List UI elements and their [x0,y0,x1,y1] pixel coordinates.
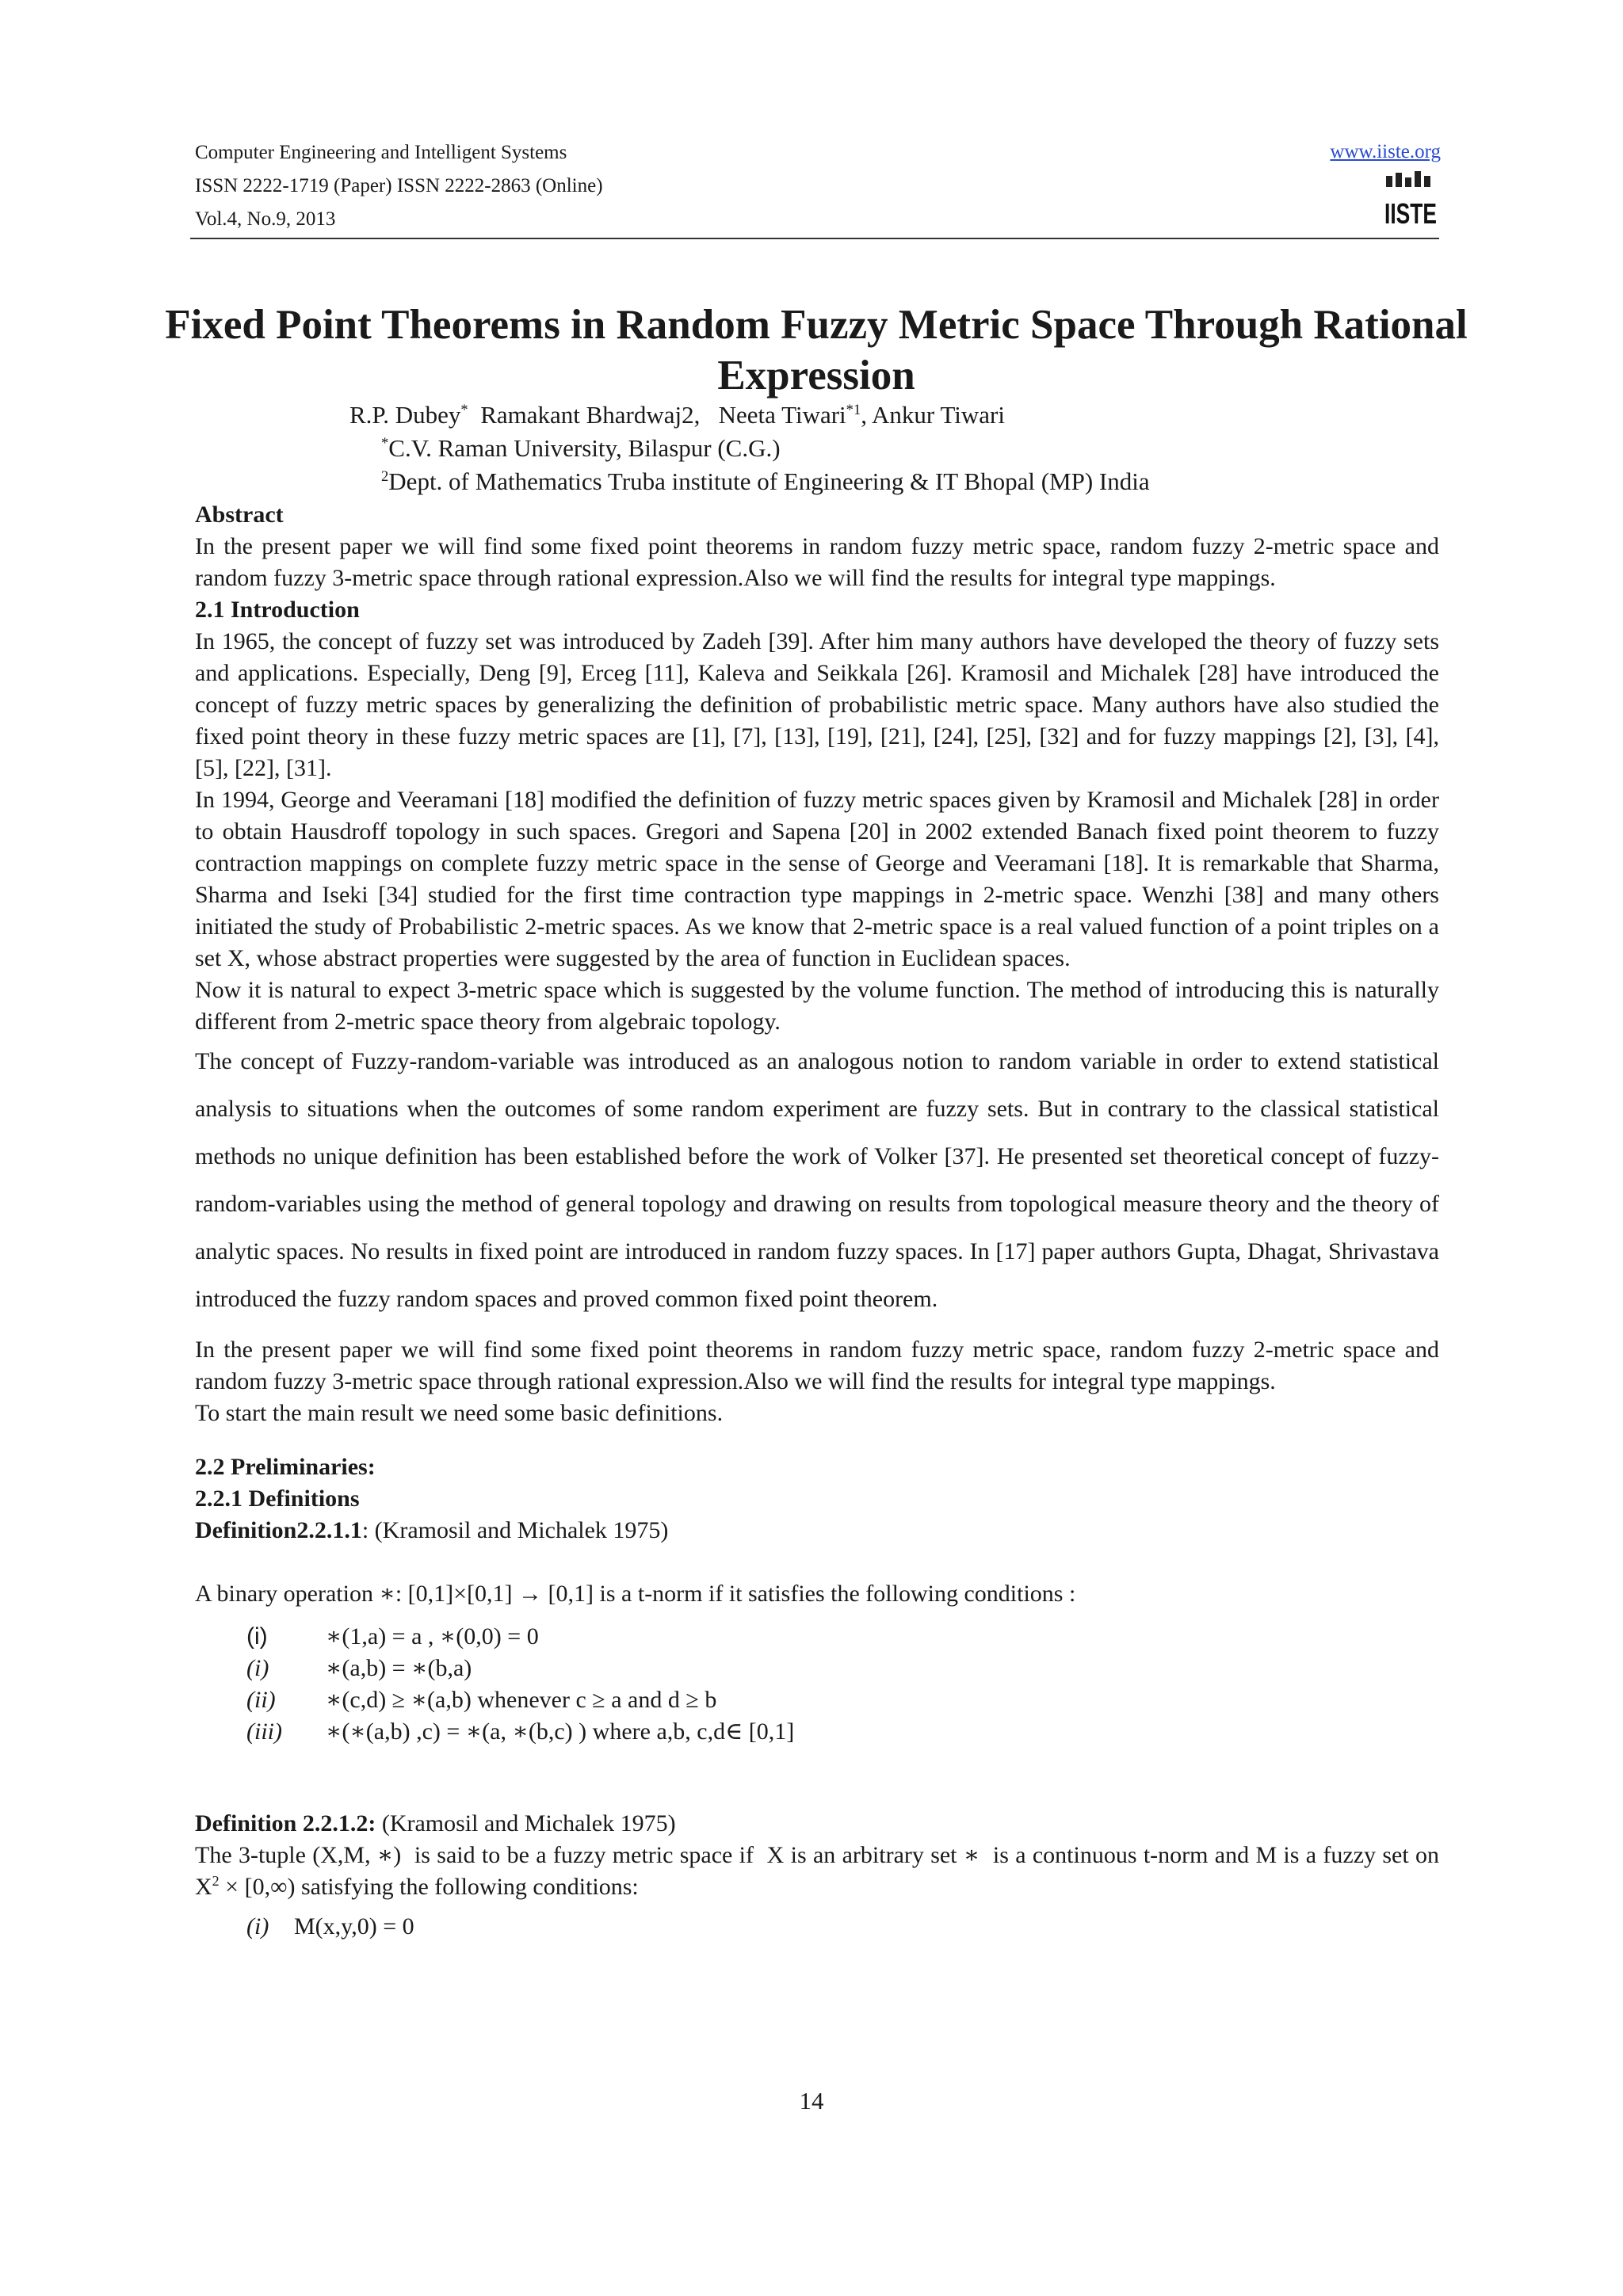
journal-name: Computer Engineering and Intelligent Systems [195,142,567,163]
abstract-text: In the present paper we will find some fixed point theorems in random fuzzy metric space, random fuzzy 2-metric space and random fuzzy 3-metric space through rational expression.Also we will find the results for integral type mappings. [195,533,1439,591]
condition-row: (iii) ∗(∗(a,b) ,c) = ∗(a, ∗(b,c) ) where a,b, c,d∈ [0,1] [246,1718,795,1745]
affiliation-2: $^2$Dept. of Mathematics Truba institute of Engineering & IT Bhopal (MP) India [381,467,1150,495]
condition-row: (i) ∗(1,a) = a , ∗(0,0) = 0 [246,1623,539,1650]
definition-1-text: A binary operation ∗: [0,1]×[0,1] → [0,1] is a t-norm if it satisfies the following conditions : [195,1581,1076,1607]
definition-2-condition: (i) M(x,y,0) = 0 [246,1913,414,1939]
prelim-heading: 2.2 Preliminaries: [195,1454,376,1480]
intro-heading: 2.1 Introduction [195,597,360,623]
page-number: 14 [799,2087,824,2115]
paper-title: Fixed Point Theorems in Random Fuzzy Metric Space Through Rational Expression [165,302,1468,399]
intro-paragraph-4: The concept of Fuzzy-random-variable was introduced as an analogous notion to random variable in order to extend statistical analysis to situations when the outcomes of some random experiment are fuzzy sets. But in contrary to the classical statistical methods no unique definition has been established before the work of Volker [37]. He presented set theoretical concept of fuzzy-random-variables using the method of general topology and drawing on results from topological measure theory and the theory of analytic spaces. No results in fixed point are introduced in random fuzzy spaces. In [17] paper authors Gupta, Dhagat, Shrivastava introduced the fuzzy random spaces and proved common fixed point theorem. [195,1048,1439,1312]
tnorm-conditions [195,1621,1439,1748]
paper-body [195,499,1439,1943]
definition-1-title: Definition2.2.1.1: (Kramosil and Michalek 1975) [195,1517,669,1543]
issn-line: ISSN 2222-1719 (Paper) ISSN 2222-2863 (Online) [195,175,603,196]
header-rule [190,238,1439,239]
condition-row: (i) ∗(a,b) = ∗(b,a) [246,1655,472,1681]
definition-2-text: The 3-tuple (X,M, ∗) is said to be a fuzzy metric space if X is an arbitrary set ∗ is a continuous t-norm and M is a fuzzy set on $X^2 \times [0,\infty)$ satisfying the following conditions: [195,1842,1439,1900]
affiliation-1: *C.V. Raman University, Bilaspur (C.G.) [381,434,781,462]
author-line: R.P. Dubey* Ramakant Bhardwaj2, Neeta Tiwari$^{*1}$, Ankur Tiwari [349,401,1005,429]
intro-paragraph-5: In the present paper we will find some fixed point theorems in random fuzzy metric space, random fuzzy 2-metric space and random fuzzy 3-metric space through rational expression.Also we will find the results for integral type mappings. [195,1337,1439,1394]
svg-text:IISTE: IISTE [1384,197,1437,230]
iiste-logo [1383,170,1438,230]
definitions-subheading: 2.2.1 Definitions [195,1486,360,1512]
definition-2-title: Definition 2.2.1.2: (Kramosil and Michalek 1975) [195,1810,676,1836]
intro-paragraph-1: In 1965, the concept of fuzzy set was introduced by Zadeh [39]. After him many authors have developed the theory of fuzzy sets and applications. Especially, Deng [9], Erceg [11], Kaleva and Seikkala [26]. Kramosil and Michalek [28] have introduced the concept of fuzzy metric spaces by generalizing the definition of probabilistic metric space. Many authors have also studied the fixed point theory in these fuzzy metric spaces are [1], [7], [13], [19], [21], [24], [25], [32] and for fuzzy mappings [2], [3], [4], [5], [22], [31]. [195,628,1439,781]
intro-paragraph-2: In 1994, George and Veeramani [18] modified the definition of fuzzy metric spaces given by Kramosil and Michalek [28] in order to obtain Hausdroff topology in such spaces. Gregori and Sapena [20] in 2002 extended Banach fixed point theorem to fuzzy contraction mappings on complete fuzzy metric space in the sense of George and Veeramani [18]. It is remarkable that Sharma, Sharma and Iseki [34] studied for the first time contraction type mappings in 2-metric space. Wenzhi [38] and many others initiated the study of Probabilistic 2-metric spaces. As we know that 2-metric space is a real valued function of a point triples on a set X, whose abstract properties were suggested by the area of function in Euclidean spaces. [195,787,1439,971]
intro-paragraph-3: Now it is natural to expect 3-metric space which is suggested by the volume function. The method of introducing this is naturally different from 2-metric space theory from algebraic topology. [195,977,1439,1035]
volume-line: Vol.4, No.9, 2013 [195,208,336,230]
journal-url-link[interactable]: www.iiste.org [1330,141,1441,162]
abstract-heading: Abstract [195,502,284,528]
intro-paragraph-6: To start the main result we need some basic definitions. [195,1400,724,1426]
condition-row: (ii) ∗(c,d) ≥ ∗(a,b) whenever c ≥ a and d ≥ b [246,1687,717,1713]
